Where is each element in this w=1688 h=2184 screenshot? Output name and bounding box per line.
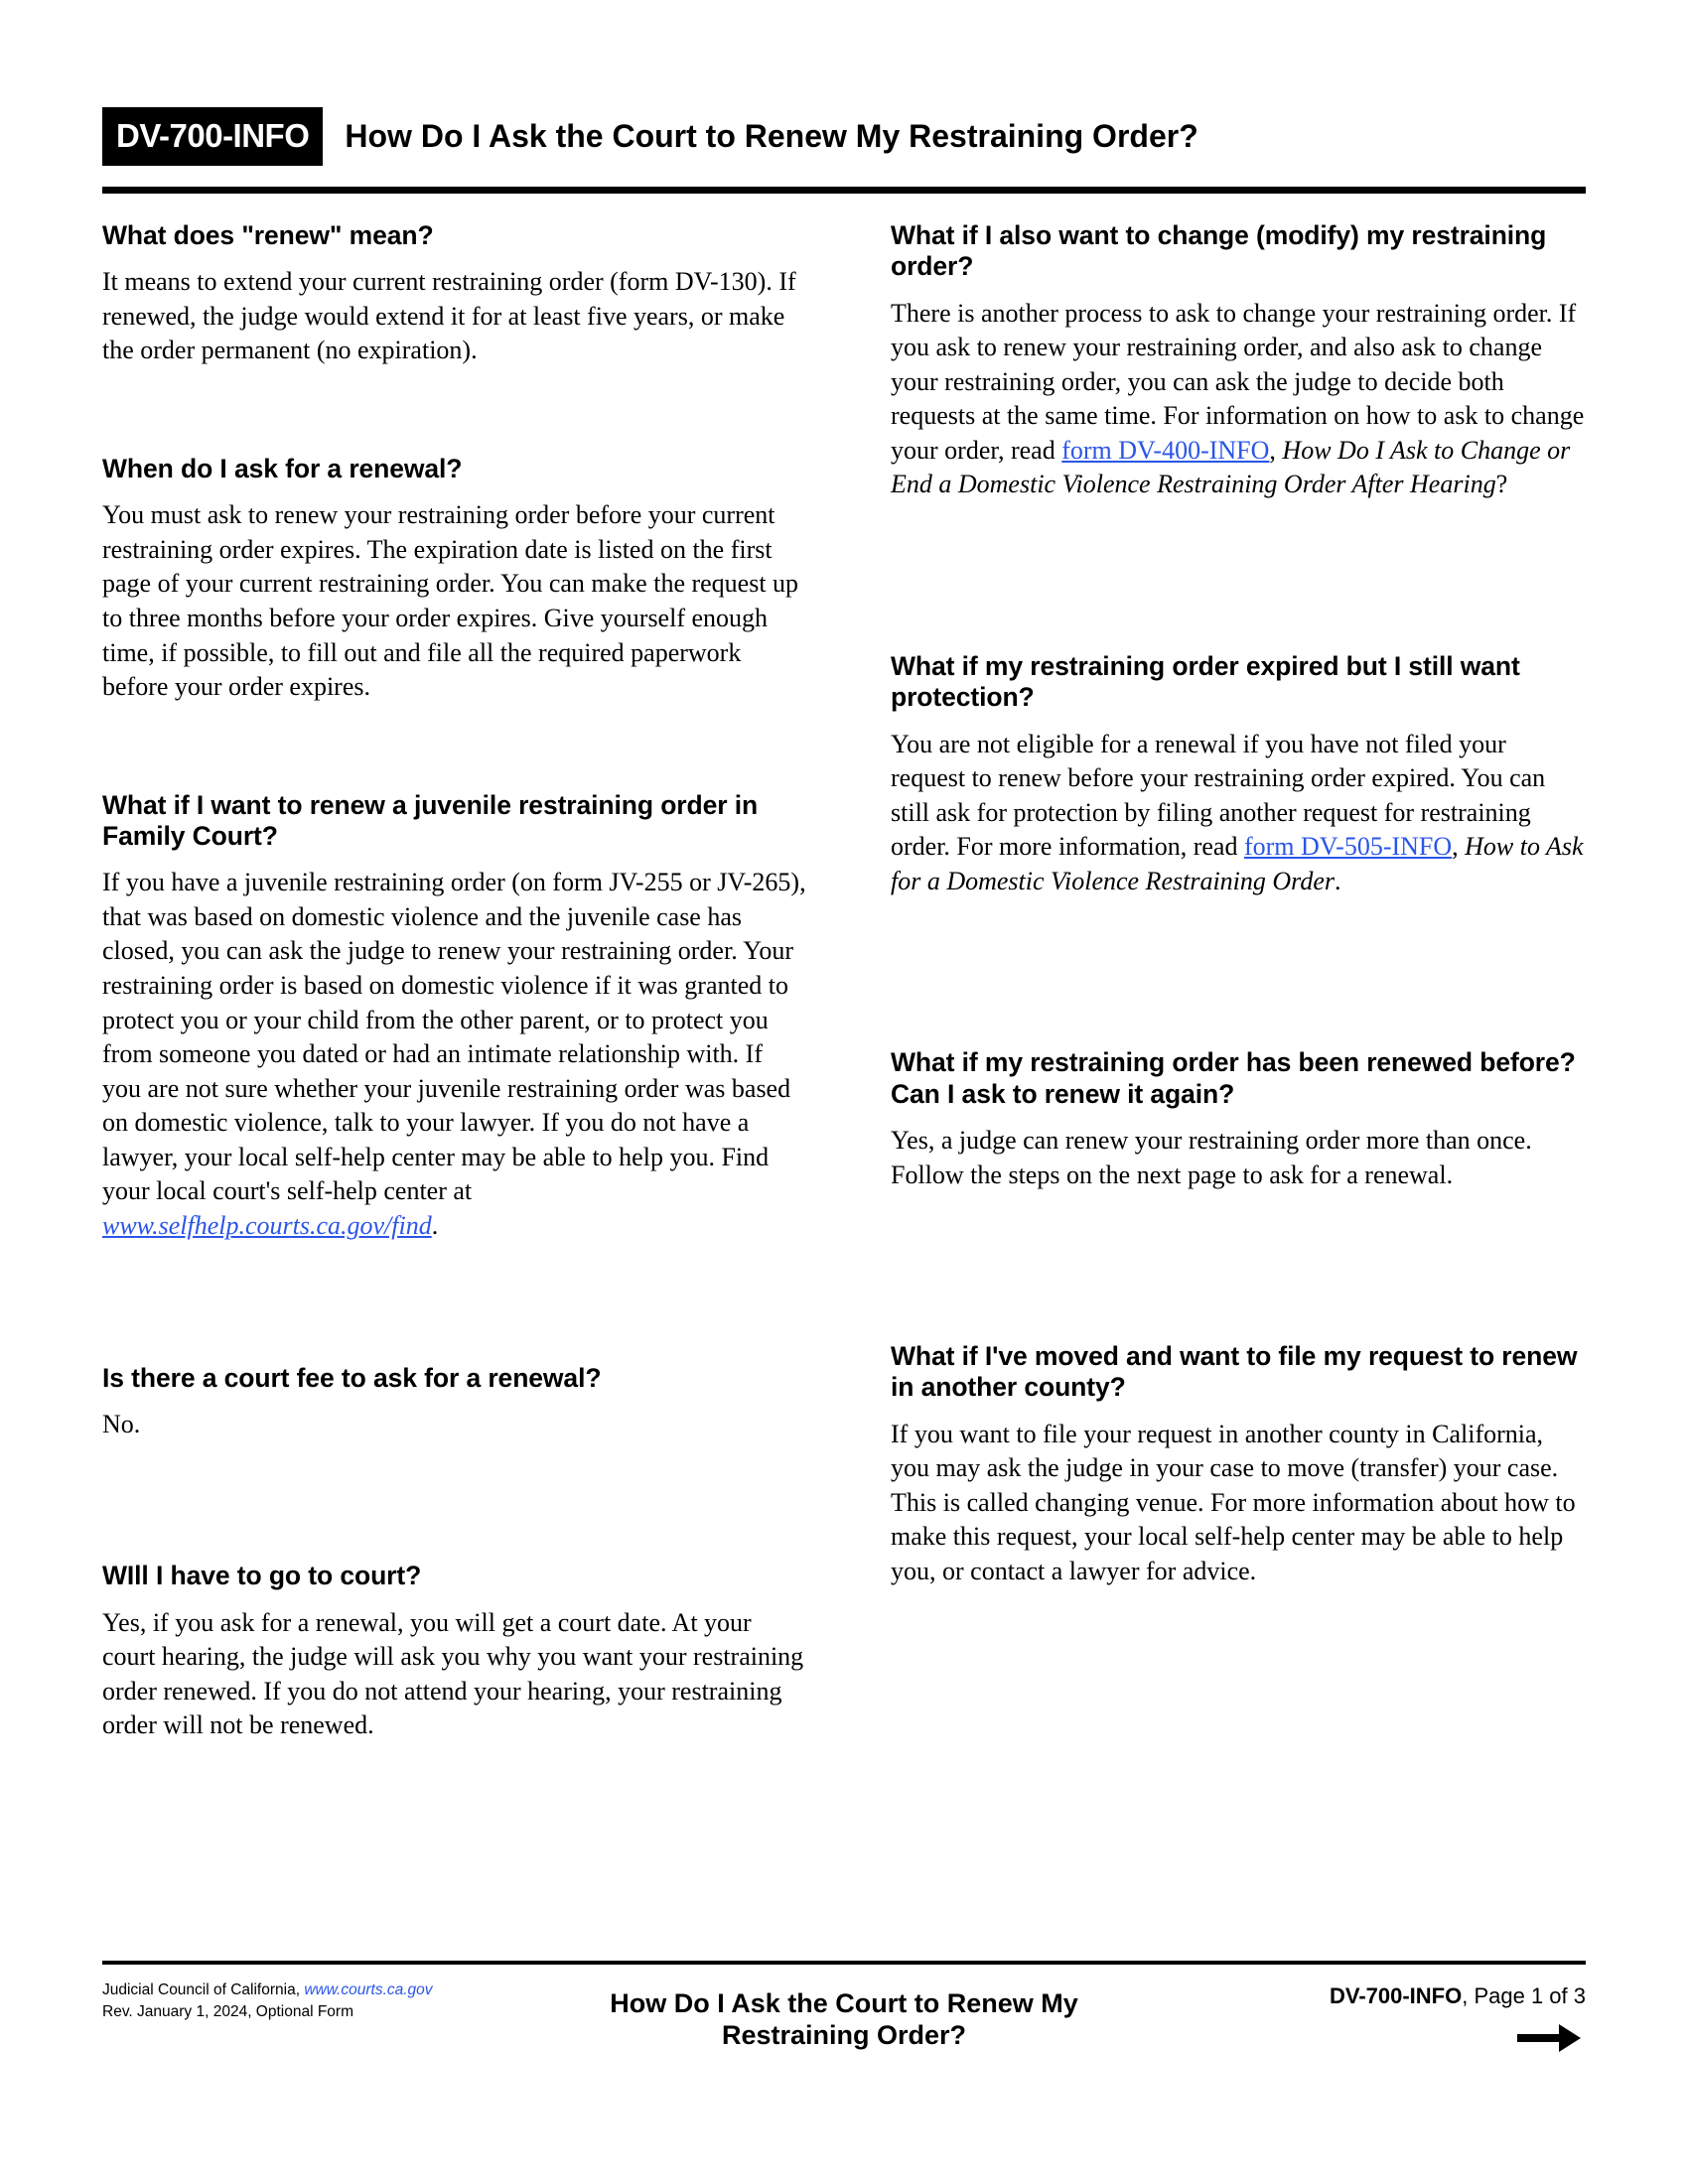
section-body: It means to extend your current restraining order (form DV-130). If renewed, the judge would extend it for at least five years, or make the order permanent (no expiration). — [102, 267, 796, 365]
body-text-before-link: If you have a juvenile restraining order (on form JV-255 or JV-265), that was based on domestic violence and the juvenile case has closed, you can ask the judge to renew your restraining order. Your restraining order is based on domestic violence if it was granted to protect you or your child from the other parent, or to protect you from someone you dated or had an intimate relationship with. If you are not sure whether your juvenile restraining order was based on domestic violence, talk to your lawyer. If you do not have a lawyer, your local self-help center may be able to help you. Find your local court's self-help center at — [102, 868, 806, 1206]
section-body: Yes, if you ask for a renewal, you will get a court date. At your court hearing, the judge will ask you why you want your restraining order renewed. If you do not attend your hearing, your restraining order will not be renewed. — [102, 1607, 804, 1740]
footer-page-info — [1330, 1983, 1586, 2009]
section-court-fee — [102, 1363, 807, 1442]
section-body — [891, 297, 1586, 502]
selfhelp-find-link[interactable]: www.selfhelp.courts.ca.gov/find — [102, 1211, 432, 1241]
spacer — [891, 1192, 1586, 1341]
section-go-to-court — [102, 1561, 807, 1743]
section-body: If you want to file your request in another county in California, you may ask the judge in your case to move (transfer) your case. This is called changing venue. For more information about how to make this request, your local self-help center may be able to help you, or contact a lawyer for advice. — [891, 1419, 1576, 1585]
section-when-to-ask — [102, 454, 807, 705]
section-renew-meaning — [102, 220, 807, 368]
header-divider — [102, 187, 1586, 194]
section-renewed-before — [891, 1047, 1586, 1192]
form-dv505-info-link[interactable]: form DV-505-INFO — [1243, 832, 1453, 862]
section-body: You must ask to renew your restraining order before your current restraining order expires. The expiration date is listed on the first page of your current restraining order. You can make the request up to three months before your order expires. Give yourself enough time, if possible, to fill out and file all the required paperwork before your order expires. — [102, 500, 799, 702]
section-heading: What if I've moved and want to file my request to renew in another county? — [891, 1341, 1578, 1403]
form-title-italic: How to Ask for a Domestic Violence Restraining Order — [891, 832, 1584, 895]
section-heading: When do I ask for a renewal? — [102, 454, 463, 483]
body-text-after-link: . — [431, 1211, 439, 1241]
body-text-before-link: You are not eligible for a renewal if you have not filed your request to renew before your restraining order expired. You can still ask for protection by filing another request for restraining order. For more information, read — [891, 729, 1546, 862]
form-number-badge: DV-700-INFO — [102, 107, 323, 166]
spacer — [891, 898, 1586, 1047]
section-modify-order — [891, 220, 1586, 502]
left-column — [102, 220, 813, 1743]
spacer — [102, 1441, 807, 1561]
footer-form-number: DV-700-INFO — [1329, 1983, 1463, 2008]
footer-divider — [102, 1961, 1586, 1965]
section-body — [102, 866, 807, 1243]
section-heading: WIll I have to go to court? — [102, 1561, 422, 1591]
section-expired-order — [891, 651, 1586, 898]
section-heading: What does "renew" mean? — [102, 220, 434, 250]
form-dv400-info-link[interactable]: form DV-400-INFO — [1061, 435, 1270, 465]
council-name: Judicial Council of California, — [102, 1981, 305, 1998]
footer-revision-line: Rev. January 1, 2024, Optional Form — [102, 2003, 354, 2020]
section-heading: What if I want to renew a juvenile restraining order in Family Court? — [102, 789, 759, 851]
spacer — [102, 1244, 807, 1363]
section-juvenile-order — [102, 790, 807, 1244]
courts-website-link[interactable]: www.courts.ca.gov — [304, 1981, 433, 1998]
body-text-after: . — [1334, 866, 1341, 895]
section-heading: What if my restraining order has been renewed before? Can I ask to renew it again? — [891, 1047, 1576, 1109]
form-title-italic: How Do I Ask to Change or End a Domestic Violence Restraining Order After Hearing — [891, 435, 1571, 499]
document-footer — [102, 1974, 1586, 2113]
section-heading: What if my restraining order expired but I still want protection? — [891, 651, 1520, 713]
body-text-separator: , — [1269, 435, 1283, 465]
document-header — [102, 107, 1586, 166]
page-title: How Do I Ask the Court to Renew My Restraining Order? — [345, 118, 1198, 154]
body-text-separator: , — [1452, 832, 1466, 862]
content-columns — [102, 220, 1586, 1743]
footer-page-label: , Page 1 of 3 — [1462, 1983, 1586, 2008]
footer-title-line-1: How Do I Ask the Court to Renew My — [610, 1988, 1078, 2018]
body-text-before-link: There is another process to ask to change your restraining order. If you ask to renew your restraining order, and also ask to change your restraining order, you can ask the judge to decide both requests at the same time. For information on how to ask to change your order, read — [891, 298, 1585, 465]
section-heading: Is there a court fee to ask for a renewal? — [102, 1362, 602, 1393]
section-body — [891, 728, 1586, 899]
section-body: Yes, a judge can renew your restraining order more than once. Follow the steps on the next page to ask for a renewal. — [891, 1125, 1532, 1189]
right-column — [877, 220, 1586, 1743]
body-text-after: ? — [1495, 470, 1508, 499]
footer-title-line-2: Restraining Order? — [721, 2020, 967, 2051]
spacer — [102, 368, 807, 454]
spacer — [891, 502, 1586, 651]
section-moved-county — [891, 1341, 1586, 1588]
spacer — [102, 705, 807, 790]
section-heading: What if I also want to change (modify) my restraining order? — [891, 220, 1547, 282]
section-body: No. — [102, 1409, 141, 1438]
arrow-right-icon — [1517, 2021, 1583, 2055]
